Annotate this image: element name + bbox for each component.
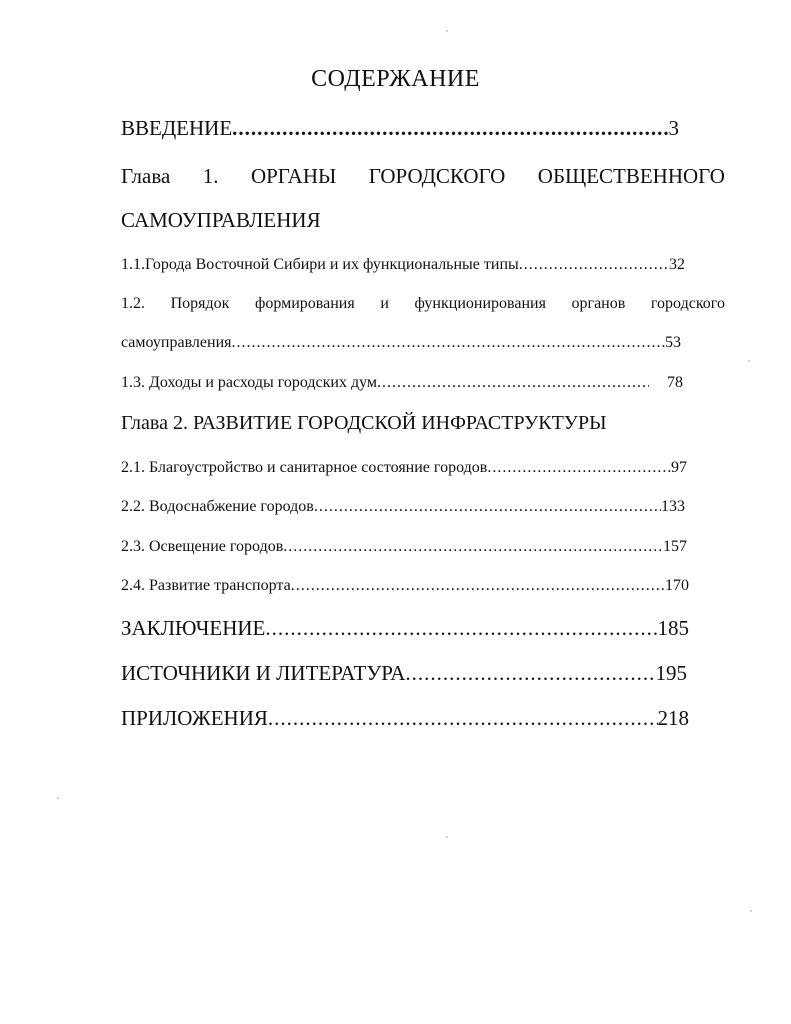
chapter-1-word: ОБЩЕСТВЕННОГО [537, 164, 725, 188]
leader-dots [232, 334, 666, 352]
toc-entry-2-2[interactable] [121, 498, 685, 516]
toc-entry-1-2[interactable] [121, 295, 725, 313]
toc-entry-intro[interactable] [121, 116, 679, 141]
toc-entry-label: 1.3. Доходы и расходы городских дум [121, 374, 378, 391]
toc-entry-word: городского [650, 295, 725, 312]
toc-entry-page: 133 [661, 498, 685, 515]
toc-entry-label: 2.4. Развитие транспорта [121, 577, 291, 594]
toc-entry-word: Порядок [170, 295, 230, 312]
toc-entry-label: ВВЕДЕНИЕ [121, 116, 233, 140]
scan-speck [750, 910, 752, 912]
chapter-1-word: ОРГАНЫ [250, 164, 337, 188]
chapter-1-word: 1. [202, 164, 219, 188]
toc-entry-1-3[interactable] [121, 374, 683, 392]
page-title: СОДЕРЖАНИЕ [311, 66, 480, 92]
scan-speck [57, 797, 59, 799]
scan-speck [446, 30, 448, 32]
toc-entry-page: 170 [665, 577, 689, 594]
toc-entry-appendices[interactable] [121, 706, 689, 731]
toc-entry-word: органов [571, 295, 626, 312]
chapter-1-heading[interactable] [121, 164, 725, 189]
leader-dots [232, 116, 668, 141]
toc-entry-page: 185 [657, 616, 689, 640]
leader-dots [519, 256, 669, 274]
scan-speck [446, 836, 448, 838]
chapter-1-word: Глава [121, 164, 171, 188]
toc-entry-label: 1.1.Города Восточной Сибири и их функциональные типы [121, 256, 519, 273]
leader-dots [265, 616, 657, 641]
toc-entry-page: 78 [667, 374, 683, 391]
toc-entry-1-1[interactable] [121, 256, 685, 274]
toc-entry-label: 2.2. Водоснабжение городов [121, 498, 314, 515]
toc-entry-page: 157 [663, 538, 687, 555]
chapter-1-word: ГОРОДСКОГО [368, 164, 506, 188]
toc-entry-word: функционирования [414, 295, 546, 312]
toc-entry-word: и [380, 295, 389, 312]
chapter-2-heading[interactable]: Глава 2. РАЗВИТИЕ ГОРОДСКОЙ ИНФРАСТРУКТУРЫ [121, 412, 607, 434]
toc-entry-page: 32 [669, 256, 685, 273]
toc-entry-label: 2.3. Освещение городов [121, 538, 284, 555]
toc-entry-label: самоуправления [121, 334, 232, 351]
leader-dots [314, 498, 661, 516]
toc-entry-label: 2.1. Благоустройство и санитарное состояние городов [121, 459, 488, 476]
toc-entry-label: ЗАКЛЮЧЕНИЕ [121, 616, 266, 640]
leader-dots [377, 374, 649, 392]
toc-entry-2-4[interactable] [121, 577, 689, 595]
toc-entry-word: 1.2. [121, 295, 145, 312]
scan-speck [748, 360, 750, 362]
toc-entry-page: 195 [655, 661, 687, 685]
leader-dots [405, 661, 655, 686]
leader-dots [268, 706, 658, 731]
toc-entry-1-2-line2[interactable] [121, 334, 681, 352]
toc-entry-conclusion[interactable] [121, 616, 689, 641]
toc-entry-2-1[interactable] [121, 459, 687, 477]
leader-dots [283, 538, 663, 556]
toc-entry-page: 53 [665, 334, 681, 351]
toc-entry-page: 3 [668, 116, 679, 140]
chapter-1-heading-line2: САМОУПРАВЛЕНИЯ [121, 208, 321, 232]
toc-entry-sources[interactable] [121, 661, 687, 686]
toc-entry-page: 97 [671, 459, 687, 476]
toc-entry-word: формирования [254, 295, 355, 312]
leader-dots [291, 577, 665, 595]
leader-dots [487, 459, 671, 477]
toc-entry-label: ИСТОЧНИКИ И ЛИТЕРАТУРА [121, 661, 406, 685]
toc-entry-2-3[interactable] [121, 538, 687, 556]
toc-entry-page: 218 [657, 706, 689, 730]
toc-entry-label: ПРИЛОЖЕНИЯ [121, 706, 268, 730]
